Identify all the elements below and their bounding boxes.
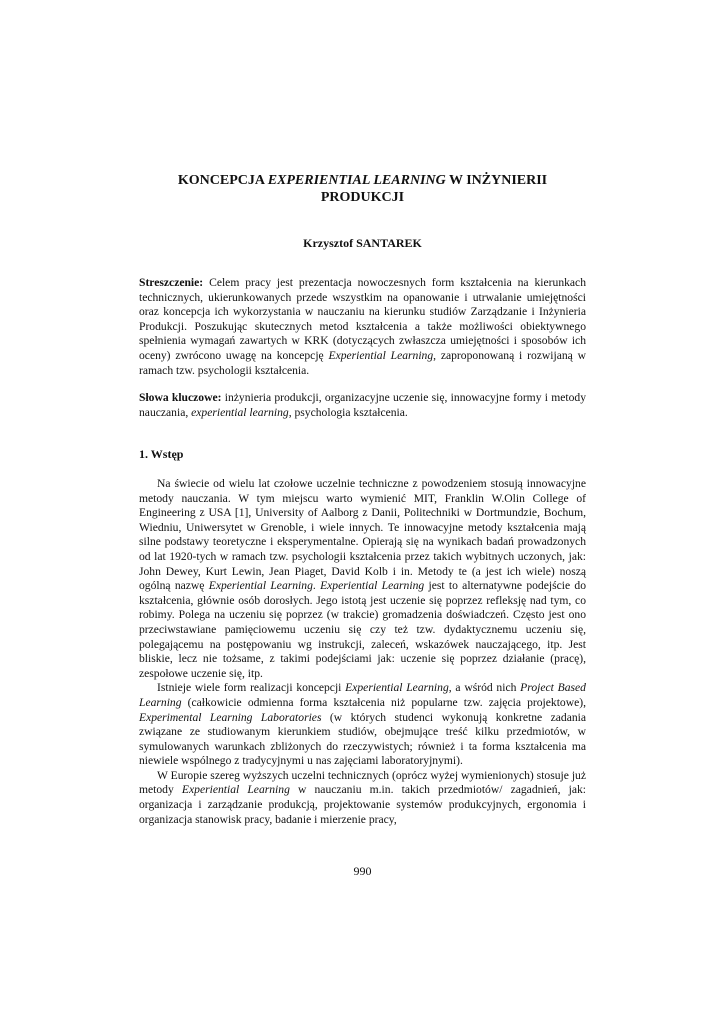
p2-text-d: (w których studenci wykonują konkretne zadania związane ze studiowanym kierunkiem studiów, obejmujące treść kilku przedmiotów, w symulowanych warunkach zbliżonych do rzeczywistych; również i ta forma kształcenia ma niewiele wspólnego z tradycyjnymi u nas zajęciami laboratoryjnymi). [139, 710, 587, 768]
p2-italic-2: Project Based Learning [139, 681, 586, 709]
abstract-italic: Experiential Learning [328, 348, 434, 362]
section-heading: 1. Wstęp [139, 447, 184, 461]
keywords-label: Słowa kluczowe: [139, 391, 222, 404]
p2-text-b: , a wśród nich [448, 681, 521, 695]
p3-italic-1: Experiential Learning [181, 783, 290, 797]
title-part1: KONCEPCJA [177, 173, 268, 188]
title-italic: EXPERIENTIAL LEARNING [267, 173, 446, 188]
p1-text-c: jest to alternatywne podejście do kształcenia, głównie osób dorosłych. Jego istotą jest uczenie się poprzez refleksję nad tym, co robimy. Polega na uczeniu się poprzez (w trakcie) gromadzenia doświadczeń. Często jest ono przeciwstawiane pamięciowemu uczeniu się czy też tzw. dydaktycznemu uczeniu się, polegającemu na postępowaniu wg instrukcji, zaleceń, wskazówek nauczającego, itp. Jest bliskie, lecz nie tożsame, z takimi podejściami jak: uczenie się poprzez działanie (pracę), zespołowe uczenie się, itp. [139, 579, 586, 680]
body-text [139, 477, 586, 827]
keywords [139, 391, 586, 420]
title-line2: PRODUKCJI [320, 190, 405, 205]
p2-italic-1: Experiential Learning [345, 681, 449, 695]
title-part2: W INŻYNIERII [445, 173, 548, 188]
abstract-label: Streszczenie: [139, 276, 204, 289]
paragraph-2 [139, 681, 586, 769]
paper-title [139, 172, 586, 206]
p1-text-a: Na świecie od wielu lat czołowe uczelnie techniczne z powodzeniem stosują innowacyjne metody nauczania. W tym miejscu warto wymienić MIT, Franklin W.Olin College of Engineering z USA [1], University of Aalborg z Danii, Politechniki w Dortmundzie, Bochum, Wiedniu, Uniwersytet w Grenoble, i wiele innych. Te innowacyjne metody kształcenia mają silne podstawy teoretyczne i eksperymentalne. Opierają się na wynikach badań prowadzonych od lat 1920-tych w ramach tzw. psychologii kształcenia przez takich wybitnych uczonych, jak: John Dewey, Kurt Lewin, Jean Piaget, David Kolb i in. Metody te (a jest ich wiele) noszą ogólną nazwę [139, 477, 586, 593]
p1-italic-2: Experiential Learning [320, 579, 425, 593]
keywords-text2: , psychologia kształcenia. [288, 405, 408, 419]
keywords-italic: experiential learning [191, 405, 289, 419]
p3-text-b: w nauczaniu m.in. takich przedmiotów/ zagadnień, jak: organizacja i zarządzanie produkcją, projektowanie systemów produkcyjnych, ergonomia i organizacja stanowisk pracy, badanie i mierzenie pracy, [139, 783, 586, 826]
paragraph-1 [139, 477, 586, 681]
keywords-text1: inżynieria produkcji, organizacyjne uczenie się, innowacyjne formy i metody nauczania, [139, 391, 586, 419]
p1-italic-1: Experiential Learning [208, 579, 313, 593]
abstract [139, 276, 586, 378]
abstract-text2: , zaproponowaną i rozwijaną w ramach tzw. psychologii kształcenia. [139, 348, 586, 377]
p1-text-b: . [312, 579, 321, 593]
page-number: 990 [353, 864, 372, 878]
p2-italic-3: Experimental Learning Laboratories [139, 710, 322, 724]
p2-text-a: Istnieje wiele form realizacji koncepcji [157, 681, 346, 695]
author-name: Krzysztof SANTAREK [303, 236, 422, 250]
abstract-text1: Celem pracy jest prezentacja nowoczesnych form kształcenia na kierunkach technicznych, ukierunkowanych przede wszystkim na opanowanie i utrwalanie umiejętności oraz koncepcja ich wykorzystania w nauczaniu na kierunku studiów Zarządzanie i Inżynieria Produkcji. Poszukując skutecznych metod kształcenia a także możliwości obiektywnego spełnienia wymagań zawartych w KRK (dotyczących zwłaszcza umiejętności i sposobów ich oceny) zwrócono uwagę na koncepcję [139, 276, 586, 362]
p3-text-a: W Europie szereg wyższych uczelni technicznych (oprócz wyżej wymienionych) stosuje już metody [139, 768, 586, 797]
p2-text-c: (całkowicie odmienna forma kształcenia niż popularne tzw. zajęcia projektowe), [181, 695, 586, 709]
paragraph-3 [139, 769, 586, 827]
